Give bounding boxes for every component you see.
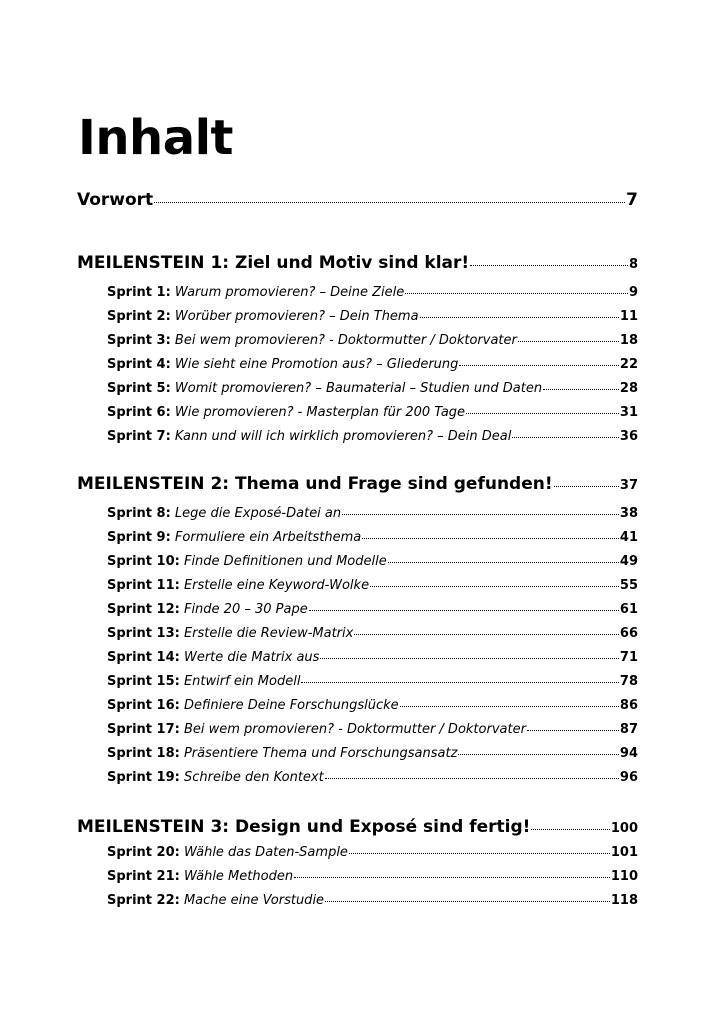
sprint-title: Warum promovieren? – Deine Ziele (174, 285, 405, 300)
sprint-title: Bei wem promovieren? - Doktormutter / Doktorvater (174, 333, 517, 348)
toc-page-number: 61 (619, 602, 638, 617)
dot-leader (388, 561, 619, 563)
toc-page-number: 38 (619, 506, 638, 521)
sprint-number: Sprint 14: (107, 650, 180, 665)
page-title: Inhalt (78, 110, 233, 166)
toc-sprint-15[interactable] (107, 674, 638, 689)
sprint-title: Worüber promovieren? – Dein Thema (174, 309, 419, 324)
toc-page-number: 31 (619, 405, 638, 420)
dot-leader (531, 828, 609, 830)
dot-leader (349, 852, 610, 854)
toc-page-number: 94 (619, 746, 638, 761)
dot-leader (370, 585, 619, 587)
dot-leader (325, 777, 619, 779)
sprint-number: Sprint 10: (107, 554, 180, 569)
toc-sprint-13[interactable] (107, 626, 638, 641)
toc-milestone-2[interactable] (77, 474, 638, 494)
sprint-number: Sprint 11: (107, 578, 180, 593)
toc-page-number: 36 (619, 429, 638, 444)
dot-leader (354, 633, 619, 635)
toc-sprint-21[interactable] (107, 869, 638, 884)
sprint-number: Sprint 1: (107, 285, 171, 300)
sprint-title: Finde Definitionen und Modelle (183, 554, 387, 569)
toc-sprint-8[interactable] (107, 506, 638, 521)
dot-leader (527, 729, 619, 731)
sprint-number: Sprint 18: (107, 746, 180, 761)
toc-entry-vorwort[interactable] (77, 190, 638, 210)
sprint-title: Wie promovieren? - Masterplan für 200 Tage (174, 405, 466, 420)
toc-page-number: 9 (628, 285, 638, 300)
dot-leader (294, 876, 610, 878)
toc-sprint-16[interactable] (107, 698, 638, 713)
sprint-title: Womit promovieren? – Baumaterial – Studien und Daten (174, 381, 543, 396)
dot-leader (320, 657, 618, 659)
toc-page-number: 110 (610, 869, 638, 884)
toc-page-number: 96 (619, 770, 638, 785)
sprint-title: Wähle das Daten-Sample (183, 845, 348, 860)
milestone-label: MEILENSTEIN 3: Design und Exposé sind fertig! (77, 817, 531, 837)
dot-leader (518, 340, 619, 342)
toc-page-number: 22 (619, 357, 638, 372)
sprint-number: Sprint 15: (107, 674, 180, 689)
toc-page-number: 78 (619, 674, 638, 689)
sprint-title: Werte die Matrix aus (183, 650, 320, 665)
toc-sprint-4[interactable] (107, 357, 638, 372)
dot-leader (405, 292, 628, 294)
toc-entry-label: Vorwort (77, 190, 154, 210)
sprint-title: Finde 20 – 30 Pape (183, 602, 308, 617)
sprint-title: Wähle Methoden (183, 869, 294, 884)
dot-leader (543, 388, 619, 390)
toc-sprint-2[interactable] (107, 309, 638, 324)
sprint-number: Sprint 5: (107, 381, 171, 396)
sprint-title: Präsentiere Thema und Forschungsansatz (183, 746, 458, 761)
toc-sprint-1[interactable] (107, 285, 638, 300)
toc-sprint-11[interactable] (107, 578, 638, 593)
dot-leader (554, 485, 619, 487)
dot-leader (512, 436, 619, 438)
dot-leader (342, 513, 619, 515)
sprint-title: Definiere Deine Forschungslücke (183, 698, 399, 713)
toc-sprint-3[interactable] (107, 333, 638, 348)
dot-leader (459, 364, 619, 366)
toc-page-number: 87 (619, 722, 638, 737)
sprint-number: Sprint 19: (107, 770, 180, 785)
toc-page-number: 18 (619, 333, 638, 348)
milestone-label: MEILENSTEIN 2: Thema und Frage sind gefunden! (77, 474, 553, 494)
toc-milestone-3[interactable] (77, 817, 638, 837)
sprint-title: Bei wem promovieren? - Doktormutter / Doktorvater (183, 722, 526, 737)
toc-page-number: 7 (626, 190, 638, 210)
dot-leader (154, 201, 625, 203)
toc-page-number: 71 (619, 650, 638, 665)
dot-leader (400, 705, 619, 707)
sprint-number: Sprint 20: (107, 845, 180, 860)
toc-page-number: 28 (619, 381, 638, 396)
toc-sprint-7[interactable] (107, 429, 638, 444)
toc-page-number: 55 (619, 578, 638, 593)
toc-sprint-19[interactable] (107, 770, 638, 785)
sprint-number: Sprint 9: (107, 530, 171, 545)
sprint-title: Wie sieht eine Promotion aus? – Gliederung (174, 357, 459, 372)
sprint-number: Sprint 22: (107, 893, 180, 908)
toc-sprint-6[interactable] (107, 405, 638, 420)
sprint-title: Mache eine Vorstudie (183, 893, 325, 908)
toc-page-number: 101 (610, 845, 638, 860)
sprint-number: Sprint 13: (107, 626, 180, 641)
dot-leader (420, 316, 619, 318)
sprint-number: Sprint 12: (107, 602, 180, 617)
sprint-number: Sprint 21: (107, 869, 180, 884)
toc-sprint-10[interactable] (107, 554, 638, 569)
toc-page-number: 118 (610, 893, 638, 908)
sprint-title: Kann und will ich wirklich promovieren? – Dein Deal (174, 429, 512, 444)
toc-page-number: 100 (610, 821, 638, 836)
toc-page-number: 86 (619, 698, 638, 713)
toc-sprint-14[interactable] (107, 650, 638, 665)
sprint-number: Sprint 6: (107, 405, 171, 420)
sprint-number: Sprint 3: (107, 333, 171, 348)
sprint-title: Entwirf ein Modell (183, 674, 301, 689)
milestone-label: MEILENSTEIN 1: Ziel und Motiv sind klar! (77, 253, 470, 273)
toc-sprint-18[interactable] (107, 746, 638, 761)
toc-sprint-17[interactable] (107, 722, 638, 737)
sprint-number: Sprint 7: (107, 429, 171, 444)
sprint-number: Sprint 2: (107, 309, 171, 324)
sprint-title: Schreibe den Kontext (183, 770, 324, 785)
toc-page-number: 49 (619, 554, 638, 569)
toc-sprint-12[interactable] (107, 602, 638, 617)
sprint-number: Sprint 16: (107, 698, 180, 713)
toc-page-number: 8 (628, 257, 638, 272)
dot-leader (458, 753, 618, 755)
dot-leader (470, 264, 628, 266)
toc-sprint-20[interactable] (107, 845, 638, 860)
dot-leader (325, 900, 610, 902)
sprint-title: Erstelle die Review-Matrix (183, 626, 354, 641)
sprint-title: Formuliere ein Arbeitsthema (174, 530, 362, 545)
sprint-number: Sprint 8: (107, 506, 171, 521)
toc-page-number: 11 (619, 309, 638, 324)
dot-leader (466, 412, 619, 414)
sprint-title: Lege die Exposé-Datei an (174, 506, 342, 521)
sprint-title: Erstelle eine Keyword-Wolke (183, 578, 370, 593)
toc-milestone-1[interactable] (77, 253, 638, 273)
dot-leader (309, 609, 619, 611)
sprint-number: Sprint 4: (107, 357, 171, 372)
toc-page-number: 41 (619, 530, 638, 545)
toc-page-number: 37 (619, 478, 638, 493)
toc-sprint-9[interactable] (107, 530, 638, 545)
dot-leader (362, 537, 619, 539)
sprint-number: Sprint 17: (107, 722, 180, 737)
dot-leader (301, 681, 618, 683)
toc-sprint-5[interactable] (107, 381, 638, 396)
toc-sprint-22[interactable] (107, 893, 638, 908)
toc-page-number: 66 (619, 626, 638, 641)
